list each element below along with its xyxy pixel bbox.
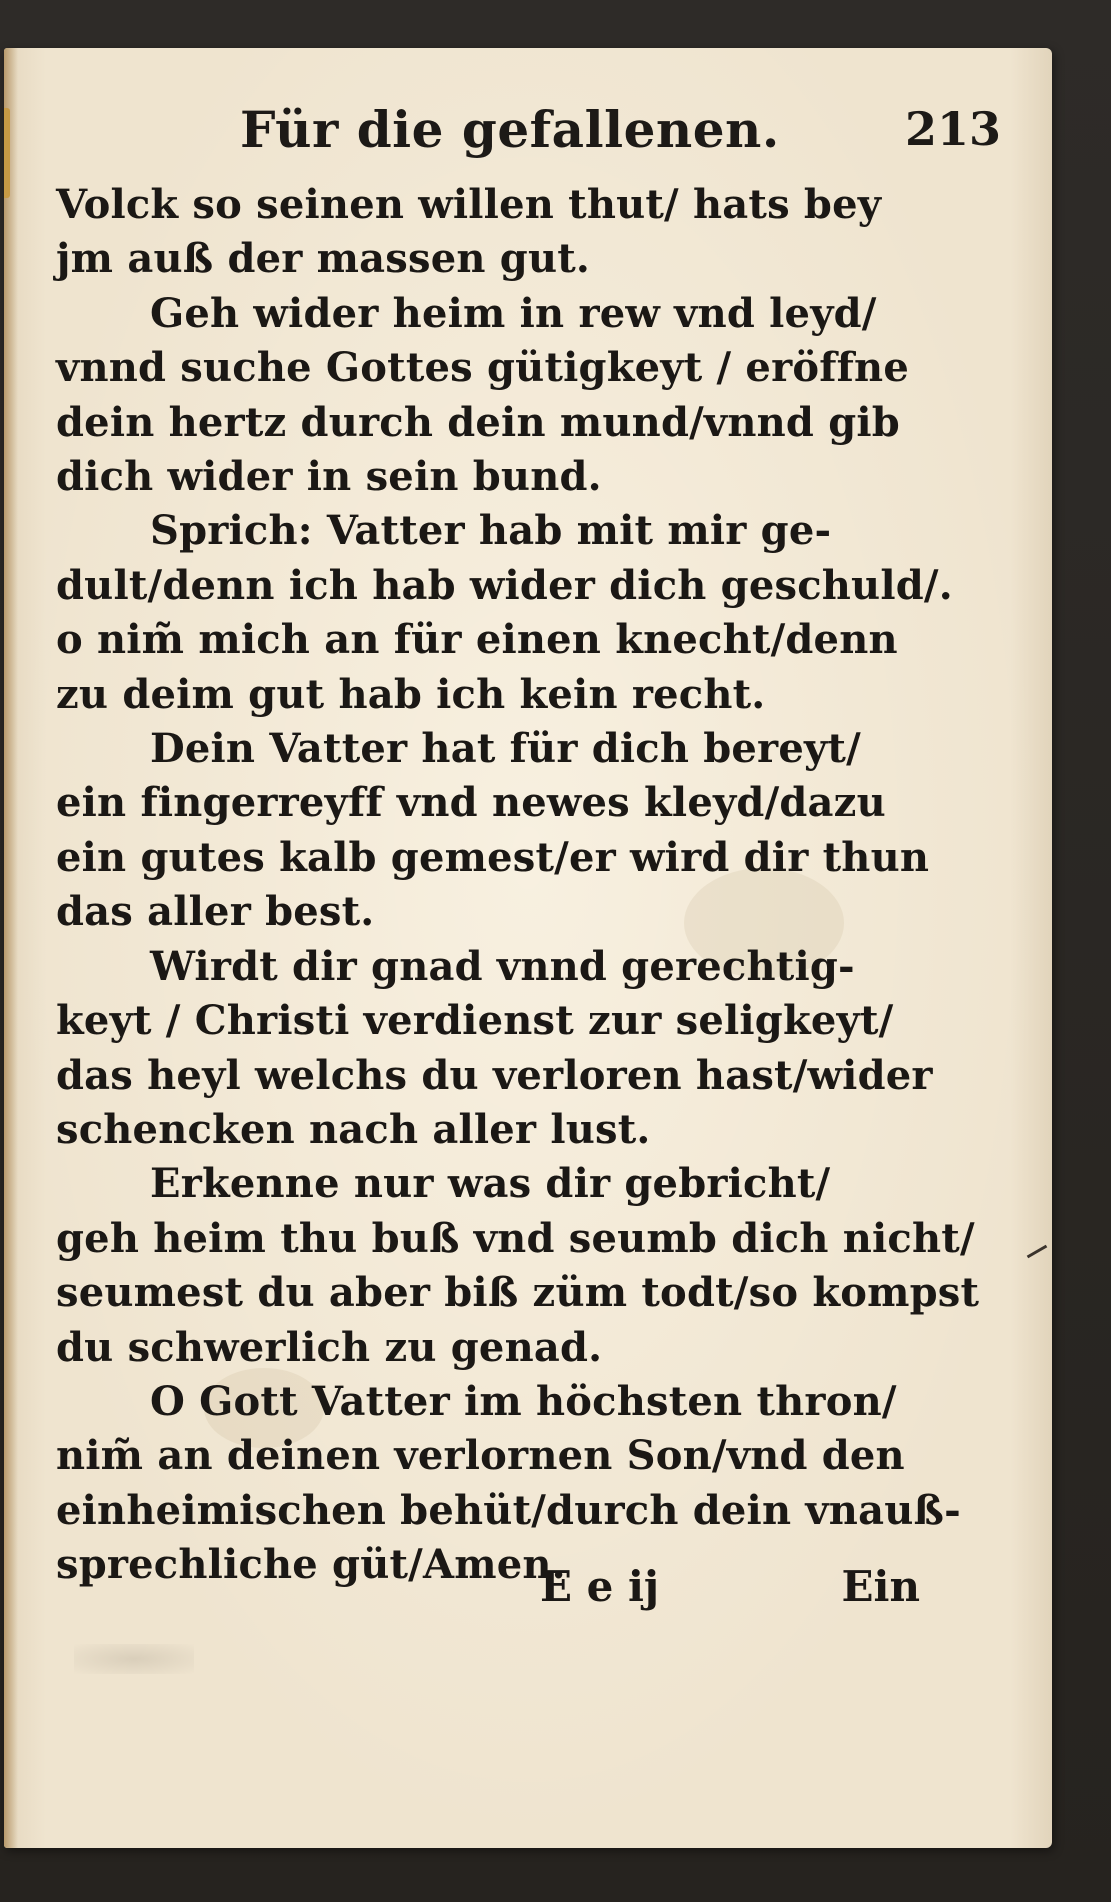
text-line: ein fingerreyff vnd newes kleyd/dazu <box>56 779 886 827</box>
text-line: jm auß der massen gut. <box>56 235 591 283</box>
text-line: Wirdt dir gnad vnnd gerechtig- <box>150 942 855 990</box>
text-line: seumest du aber biß züm todt/so kompst <box>56 1269 980 1317</box>
text-line: sprechliche güt/Amen. <box>56 1541 566 1589</box>
printer-signature-mark: E e ij <box>540 1562 660 1611</box>
text-line: dein hertz durch dein mund/vnnd gib <box>56 398 900 446</box>
text-line: keyt / Christi verdienst zur seligkeyt/ <box>56 997 894 1045</box>
text-line: dult/denn ich hab wider dich geschuld/. <box>56 561 953 609</box>
margin-ink-mark <box>1027 1245 1048 1259</box>
text-line: dich wider in sein bund. <box>56 453 602 501</box>
page-number: 213 <box>904 102 1001 156</box>
text-line: o nim̃ mich an für einen knecht/denn <box>56 616 898 664</box>
running-title: Für die gefallenen. <box>240 100 780 159</box>
text-line: O Gott Vatter im höchsten thron/ <box>150 1377 897 1425</box>
text-line: zu deim gut hab ich kein recht. <box>56 670 766 718</box>
page-edge-shadow <box>4 48 18 1848</box>
body-text <box>56 178 980 1593</box>
binding-thread-mark <box>4 108 10 198</box>
text-line: schencken nach aller lust. <box>56 1105 651 1153</box>
text-line: Geh wider heim in rew vnd leyd/ <box>150 289 877 337</box>
text-line: Sprich: Vatter hab mit mir ge- <box>150 507 832 555</box>
text-line: nim̃ an deinen verlornen Son/vnd den <box>56 1432 905 1480</box>
running-header <box>60 96 1001 168</box>
text-line: geh heim thu buß vnd seumb dich nicht/ <box>56 1214 975 1262</box>
text-line: einheimischen behüt/durch dein vnauß- <box>56 1486 961 1534</box>
text-line: vnnd suche Gottes gütigkeyt / eröffne <box>56 344 909 392</box>
text-line: Erkenne nur was dir gebricht/ <box>150 1160 831 1208</box>
text-line: das heyl welchs du verloren hast/wider <box>56 1051 933 1099</box>
text-line: du schwerlich zu genad. <box>56 1323 603 1371</box>
ink-bleed-through <box>74 1644 194 1674</box>
text-line: das aller best. <box>56 888 375 936</box>
text-line: ein gutes kalb gemest/er wird dir thun <box>56 833 930 881</box>
page-footer <box>520 1562 920 1622</box>
text-line: Volck so seinen willen thut/ hats bey <box>56 181 882 228</box>
catchword: Ein <box>841 1562 920 1611</box>
text-line: Dein Vatter hat für dich bereyt/ <box>150 725 861 773</box>
